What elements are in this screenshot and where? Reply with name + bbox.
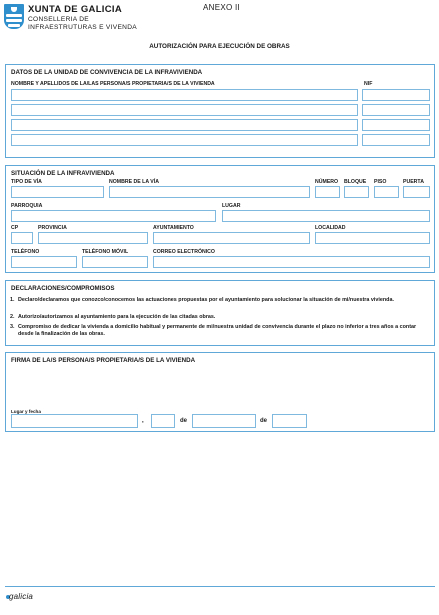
- declaration-item: [10, 297, 424, 304]
- parish-label: PARROQUIA: [11, 203, 43, 209]
- street-type-label: TIPO DE VÍA: [11, 179, 42, 185]
- street-name-label: NOMBRE DE LA VÍA: [109, 179, 159, 185]
- owner-nif-field[interactable]: [362, 89, 430, 101]
- email-field[interactable]: [153, 256, 430, 268]
- mobile-label: TELÉFONO MÓVIL: [82, 249, 129, 255]
- declaration-number: 2.: [10, 314, 15, 320]
- signature-month-field[interactable]: [192, 414, 256, 428]
- declaration-item: [10, 324, 424, 338]
- signature-heading: FIRMA DE LA/S PERSONA/S PROPIETARIA/S DE LA VIVIENDA: [11, 357, 196, 364]
- nif-label: NIF: [364, 81, 373, 87]
- mobile-field[interactable]: [82, 256, 148, 268]
- declaration-text: Declaro/declaramos que conozco/conocemos las actuaciones propuestas por el ayuntamiento para solucionar la situación de mi/nuestra vivienda.: [18, 297, 394, 303]
- phone-label: TELÉFONO: [11, 249, 40, 255]
- owners-section: [5, 64, 435, 158]
- footer-logo: galicia: [9, 592, 34, 601]
- email-label: CORREO ELECTRÓNICO: [153, 249, 215, 255]
- annex-label: ANEXO II: [203, 3, 241, 12]
- block-label: BLOQUE: [344, 179, 367, 185]
- signature-place-field[interactable]: [11, 414, 138, 428]
- location-heading: SITUACIÓN DE LA INFRAVIVIENDA: [11, 170, 115, 177]
- owner-nif-field[interactable]: [362, 119, 430, 131]
- de-separator: de: [260, 418, 268, 424]
- signature-day-field[interactable]: [151, 414, 175, 428]
- owner-nif-field[interactable]: [362, 134, 430, 146]
- postcode-field[interactable]: [11, 232, 33, 244]
- footer-divider: [5, 586, 435, 587]
- owner-name-label: NOMBRE Y APELLIDOS DE LA/LAS PERSONA/S PROPIETARIA/S DE LA VIVIENDA: [11, 81, 215, 87]
- xunta-shield-icon: [4, 4, 24, 29]
- number-label: NÚMERO: [315, 179, 339, 185]
- door-label: PUERTA: [403, 179, 424, 185]
- place-field[interactable]: [222, 210, 430, 222]
- dept-line-1: CONSELLERIA DE: [28, 16, 89, 23]
- form-title: AUTORIZACIÓN PARA EJECUCIÓN DE OBRAS: [149, 43, 290, 50]
- owner-name-field[interactable]: [11, 104, 358, 116]
- floor-label: PISO: [374, 179, 387, 185]
- place-label: LUGAR: [222, 203, 241, 209]
- owners-heading: DATOS DE LA UNIDAD DE CONVIVENCIA DE LA INFRAVIVIENDA: [11, 69, 203, 76]
- council-field[interactable]: [153, 232, 310, 244]
- location-section: [5, 165, 435, 273]
- declarations-heading: DECLARACIONES/COMPROMISOS: [11, 285, 115, 292]
- parish-field[interactable]: [11, 210, 216, 222]
- dept-line-2: INFRAESTRUTURAS E VIVENDA: [28, 24, 137, 31]
- province-field[interactable]: [38, 232, 148, 244]
- declaration-number: 1.: [10, 297, 15, 303]
- owner-name-field[interactable]: [11, 134, 358, 146]
- locality-label: LOCALIDAD: [315, 225, 346, 231]
- street-name-field[interactable]: [109, 186, 310, 198]
- org-name: XUNTA DE GALICIA: [28, 4, 122, 15]
- province-label: PROVINCIA: [38, 225, 67, 231]
- block-field[interactable]: [344, 186, 369, 198]
- declaration-text: Autorizo/autorizamos al ayuntamiento para la ejecución de las citadas obras.: [18, 314, 216, 320]
- declaration-text: Compromiso de dedicar la vivienda a domicilio habitual y permanente de mi/nuestra unidad de convivencia durante el plazo no inferior a tres años a contar desde la finalización de las obras.: [18, 324, 417, 337]
- locality-field[interactable]: [315, 232, 430, 244]
- council-label: AYUNTAMIENTO: [153, 225, 194, 231]
- declaration-item: [10, 314, 424, 321]
- phone-field[interactable]: [11, 256, 77, 268]
- signature-section: [5, 352, 435, 432]
- floor-field[interactable]: [374, 186, 399, 198]
- de-separator: de: [180, 418, 188, 424]
- owner-nif-field[interactable]: [362, 104, 430, 116]
- signature-year-field[interactable]: [272, 414, 307, 428]
- comma-separator: ,: [142, 418, 144, 424]
- place-date-label: Lugar y fecha: [11, 409, 41, 414]
- owner-name-field[interactable]: [11, 89, 358, 101]
- street-type-field[interactable]: [11, 186, 104, 198]
- door-field[interactable]: [403, 186, 430, 198]
- declaration-number: 3.: [10, 324, 15, 330]
- owner-name-field[interactable]: [11, 119, 358, 131]
- postcode-label: CP: [11, 225, 19, 231]
- number-field[interactable]: [315, 186, 340, 198]
